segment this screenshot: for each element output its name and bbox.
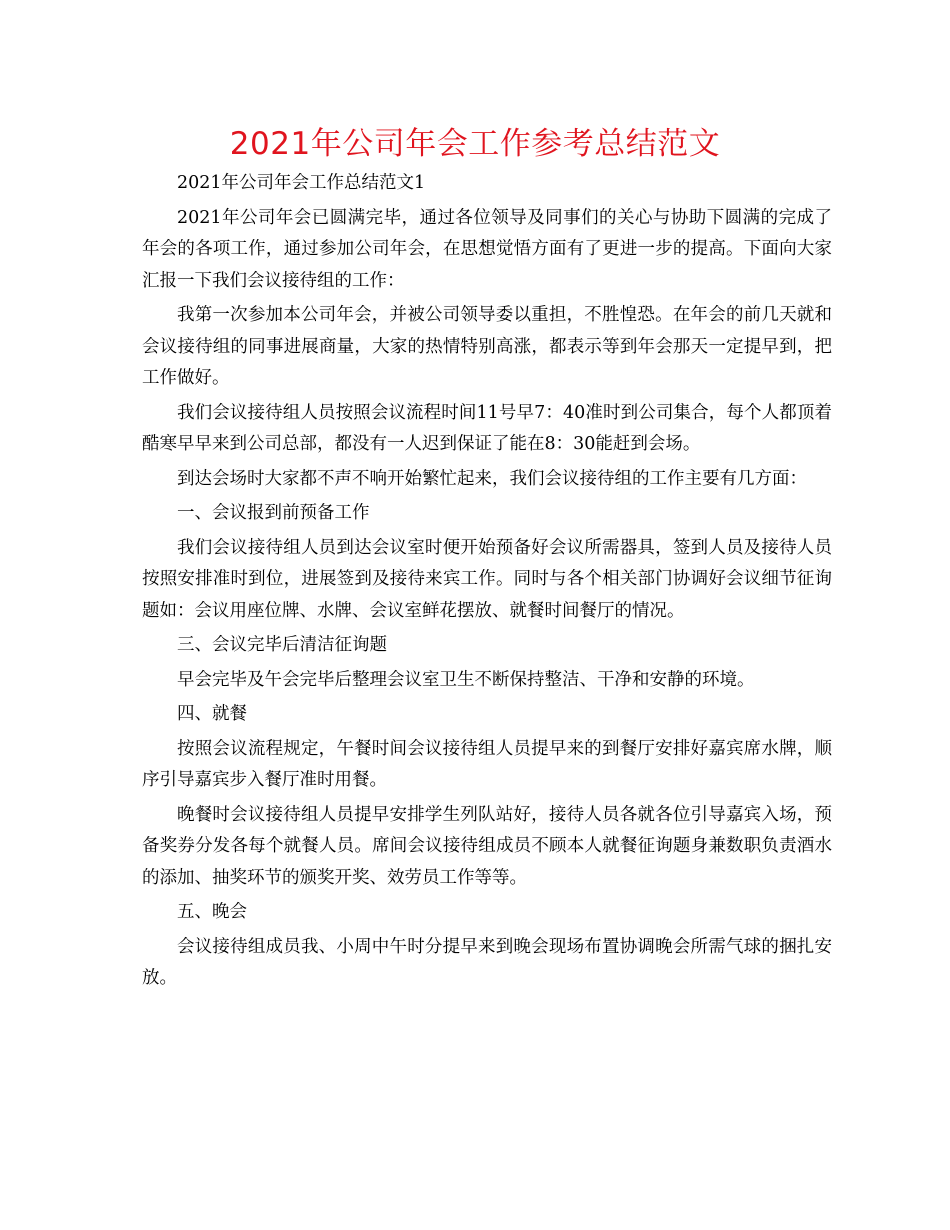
paragraph-subtitle: 2021年公司年会工作总结范文1 [177, 173, 426, 193]
section-heading-evening-party: 五、晚会 [177, 902, 247, 922]
paragraph-first-participation: 我第一次参加本公司年会，并被公司领导委以重担，不胜惶恐。在年会的前几天就和会议接待组的同事进展商量，大家的热情特别高涨，都表示等到年会那天一定提早到，把工作做好。 [142, 305, 832, 388]
paragraph-arrival: 到达会场时大家都不声不响开始繁忙起来，我们会议接待组的工作主要有几方面： [177, 468, 807, 489]
paragraph-lunch: 按照会议流程规定，午餐时间会议接待组人员提早来的到餐厅安排好嘉宾席水牌，顺序引导嘉宾步入餐厅准时用餐。 [142, 738, 832, 790]
paragraph-cleaning: 早会完毕及午会完毕后整理会议室卫生不断保持整洁、干净和安静的环境。 [177, 669, 755, 690]
section-heading-dining: 四、就餐 [177, 704, 247, 724]
paragraph-dinner: 晚餐时会议接待组人员提早安排学生列队站好，接待人员各就各位引导嘉宾入场，预备奖券分发各每个就餐人员。席间会议接待组成员不顾本人就餐征询题身兼数职负责酒水的添加、抽奖环节的颁奖开奖、效劳员工作等等。 [142, 804, 832, 888]
document-title: 2021年公司年会工作参考总结范文 [229, 126, 721, 162]
section-heading-preparation: 一、会议报到前预备工作 [177, 503, 370, 523]
paragraph-evening-party: 会议接待组成员我、小周中午时分提早来到晚会现场布置协调晚会所需气球的捆扎安放。 [142, 936, 832, 988]
document-body [142, 168, 832, 998]
paragraph-intro: 2021年公司年会已圆满完毕，通过各位领导及同事们的关心与协助下圆满的完成了年会的各项工作，通过参加公司年会，在思想觉悟方面有了更进一步的提高。下面向大家汇报一下我们会议接待组的工作： [142, 207, 832, 291]
paragraph-assembly: 我们会议接待组人员按照会议流程时间11号早7：40准时到公司集合，每个人都顶着酷寒早早来到公司总部，都没有一人迟到保证了能在8：30能赶到会场。 [142, 402, 832, 454]
paragraph-preparation: 我们会议接待组人员到达会议室时便开始预备好会议所需器具，签到人员及接待人员按照安排准时到位，进展签到及接待来宾工作。同时与各个相关部门协调好会议细节征询题如：会议用座位牌、水牌、会议室鲜花摆放、就餐时间餐厅的情况。 [142, 537, 832, 621]
section-heading-cleaning: 三、会议完毕后清洁征询题 [177, 635, 387, 655]
